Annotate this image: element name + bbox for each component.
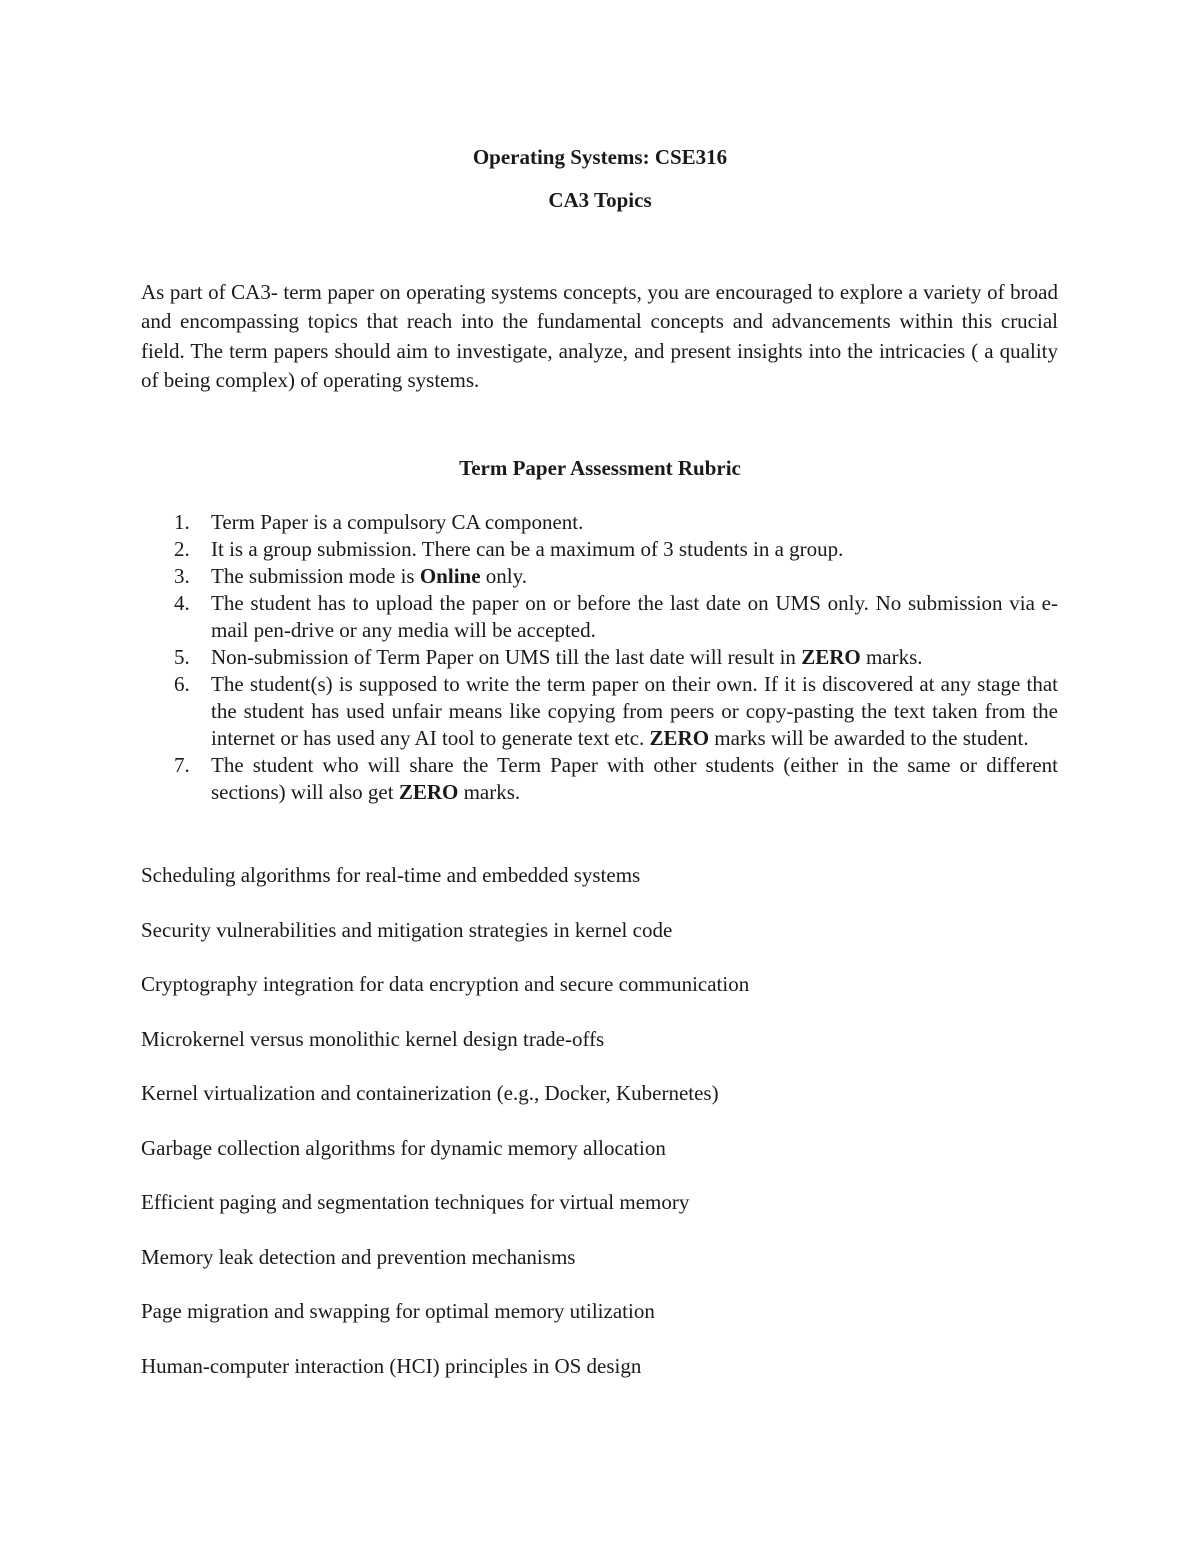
rubric-item-number: 7. [174, 753, 190, 777]
rubric-item-text: The student has to upload the paper on or before the last date on UMS only. No submission via e-mail pen-drive or any media will be accepted. [211, 591, 1058, 642]
rubric-item-text: The submission mode is [211, 564, 420, 588]
rubric-item-number: 6. [174, 672, 190, 696]
rubric-item-emphasis: ZERO [649, 726, 710, 750]
topic-item: Human-computer interaction (HCI) principles in OS design [141, 1353, 642, 1378]
rubric-item-text: only. [480, 564, 528, 588]
rubric-item [141, 590, 1058, 644]
topic-item: Scheduling algorithms for real-time and embedded systems [141, 863, 641, 887]
rubric-item-number: 2. [174, 537, 190, 561]
rubric-item-text: Non-submission of Term Paper on UMS till the last date will result in [211, 645, 802, 669]
rubric-item [141, 752, 1058, 806]
rubric-item [141, 644, 1058, 671]
rubric-item [141, 509, 1058, 536]
topic-item: Cryptography integration for data encryption and secure communication [141, 972, 750, 996]
rubric-item-number: 3. [174, 564, 190, 588]
rubric-item-text: marks. [860, 645, 923, 669]
rubric-heading: Term Paper Assessment Rubric [459, 456, 741, 480]
rubric-item-text: Term Paper is a compulsory CA component. [211, 510, 584, 534]
topic-item: Security vulnerabilities and mitigation strategies in kernel code [141, 917, 673, 942]
rubric-item [141, 536, 1058, 563]
rubric-item [141, 671, 1058, 752]
rubric-item-emphasis: Online [419, 564, 481, 588]
rubric-item-emphasis: ZERO [398, 780, 459, 804]
rubric-item-number: 4. [174, 591, 190, 615]
topic-item: Memory leak detection and prevention mechanisms [141, 1244, 576, 1269]
rubric-item-number: 5. [174, 645, 190, 669]
intro-paragraph: As part of CA3- term paper on operating systems concepts, you are encouraged to explore a variety of broad and encompassing topics that reach into the fundamental concepts and advancements within this crucial field. The term papers should aim to investigate, analyze, and present insights into the intricacies ( a quality of being complex) of operating systems. [141, 280, 1058, 392]
page-subtitle: CA3 Topics [548, 188, 652, 212]
topic-item: Microkernel versus monolithic kernel design trade-offs [141, 1026, 605, 1051]
topic-item: Garbage collection algorithms for dynamic memory allocation [141, 1135, 666, 1160]
rubric-list [141, 509, 1058, 806]
rubric-item-text: marks will be awarded to the student. [709, 726, 1029, 750]
page-title: Operating Systems: CSE316 [472, 145, 728, 169]
topic-item: Kernel virtualization and containerization (e.g., Docker, Kubernetes) [141, 1081, 719, 1105]
rubric-item-text: The student who will share the Term Paper with other students (either in the same or different sections) will also get [211, 753, 1058, 804]
topic-item: Page migration and swapping for optimal memory utilization [141, 1299, 655, 1323]
rubric-item-number: 1. [174, 510, 190, 534]
rubric-item-text: It is a group submission. There can be a maximum of 3 students in a group. [211, 537, 844, 561]
rubric-item-text: The student(s) is supposed to write the term paper on their own. If it is discovered at any stage that the student has used unfair means like copying from peers or copy-pasting the text taken from the internet or has used any AI tool to generate text etc. [211, 672, 1058, 750]
rubric-item-emphasis: ZERO [801, 645, 861, 669]
topic-item: Efficient paging and segmentation techniques for virtual memory [141, 1190, 690, 1214]
rubric-item [141, 563, 1058, 590]
rubric-item-text: marks. [458, 780, 521, 804]
